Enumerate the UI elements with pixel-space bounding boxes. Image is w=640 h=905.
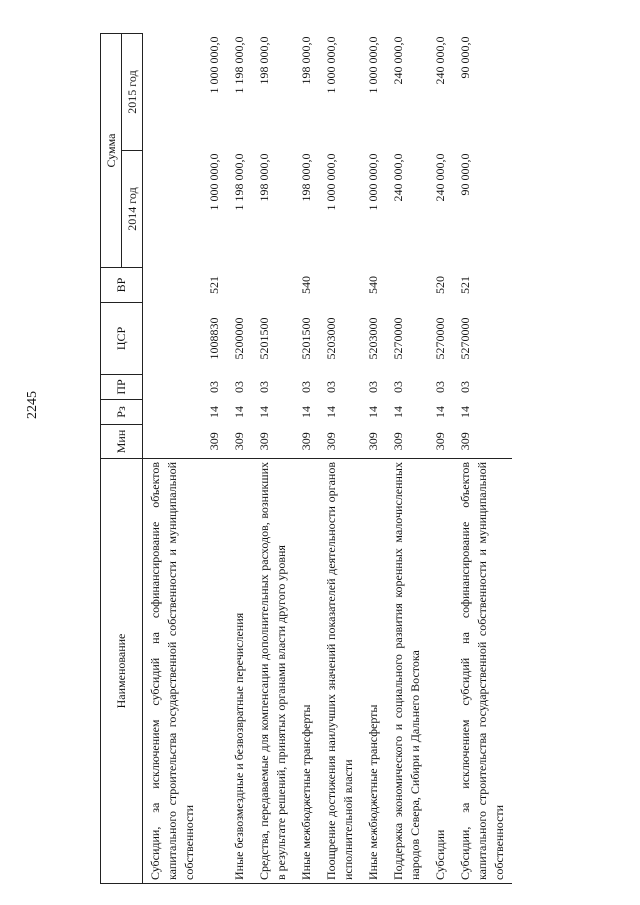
table-row bbox=[294, 33, 319, 883]
row-vr bbox=[319, 268, 361, 303]
row-name: Иные безвозмездные и безвозвратные перечисления bbox=[227, 459, 252, 884]
row-pr: 03 bbox=[391, 381, 405, 393]
row-name: Иные межбюджетные трансферты bbox=[361, 459, 386, 884]
row-rz: 14 bbox=[257, 406, 271, 418]
row-amount-2015: 240 000,0 bbox=[391, 36, 405, 85]
row-amount-2015: 1 000 000,0 bbox=[207, 36, 221, 94]
row-name: Субсидии, за исключением субсидий на софинансирование объектов капитального строительства государственной собственности и муниципальной собственности bbox=[143, 459, 203, 884]
row-amount-2015 bbox=[143, 33, 203, 150]
table-row bbox=[428, 33, 453, 883]
row-min: 309 bbox=[433, 432, 447, 451]
row-amount-2014: 240 000,0 bbox=[391, 153, 405, 202]
table-row bbox=[202, 33, 227, 883]
row-csr: 5270000 bbox=[391, 317, 405, 360]
row-amount-2014: 198 000,0 bbox=[299, 153, 313, 202]
row-name: Субсидии, за исключением субсидий на софинансирование объектов капитального строительства государственной собственности и муниципальной собственности bbox=[453, 459, 512, 884]
row-pr: 03 bbox=[299, 381, 313, 393]
header-sum: Сумма bbox=[101, 33, 122, 267]
row-vr: 540 bbox=[366, 276, 380, 294]
row-pr: 03 bbox=[324, 381, 338, 393]
header-rz: Рз bbox=[101, 400, 143, 425]
table-row bbox=[386, 33, 428, 883]
row-amount-2015: 240 000,0 bbox=[433, 36, 447, 85]
row-min: 309 bbox=[232, 432, 246, 451]
row-min: 309 bbox=[366, 432, 380, 451]
row-name: Поощрение достижения наилучших значений показателей деятельности органов исполнительной власти bbox=[319, 459, 361, 884]
header-vr: ВР bbox=[101, 268, 143, 303]
row-name: Средства, передаваемые для компенсации дополнительных расходов, возникших в результате решений, принятых органами власти другого уровня bbox=[252, 459, 294, 884]
header-name: Наименование bbox=[101, 459, 143, 884]
row-name: Субсидии bbox=[428, 459, 453, 884]
table-row bbox=[252, 33, 294, 883]
header-csr: ЦСР bbox=[101, 303, 143, 375]
row-min: 309 bbox=[299, 432, 313, 451]
row-amount-2014: 1 000 000,0 bbox=[324, 153, 338, 211]
row-csr bbox=[143, 303, 203, 375]
table-header bbox=[101, 33, 143, 883]
header-pr: ПР bbox=[101, 375, 143, 400]
row-amount-2015: 198 000,0 bbox=[257, 36, 271, 85]
row-pr: 03 bbox=[433, 381, 447, 393]
budget-table-page bbox=[100, 34, 580, 884]
row-min: 309 bbox=[257, 432, 271, 451]
table-row bbox=[227, 33, 252, 883]
row-amount-2014: 1 000 000,0 bbox=[207, 153, 221, 211]
row-rz bbox=[143, 400, 203, 425]
row-amount-2014: 90 000,0 bbox=[458, 153, 472, 196]
row-rz: 14 bbox=[391, 406, 405, 418]
row-amount-2015: 198 000,0 bbox=[299, 36, 313, 85]
row-vr bbox=[143, 268, 203, 303]
row-rz: 14 bbox=[366, 406, 380, 418]
row-rz: 14 bbox=[299, 406, 313, 418]
row-vr: 520 bbox=[433, 276, 447, 294]
row-amount-2014: 1 000 000,0 bbox=[366, 153, 380, 211]
row-pr bbox=[143, 375, 203, 400]
table-body bbox=[143, 33, 513, 883]
row-min: 309 bbox=[458, 432, 472, 451]
row-amount-2014: 198 000,0 bbox=[257, 153, 271, 202]
row-rz: 14 bbox=[433, 406, 447, 418]
row-csr: 1008830 bbox=[207, 317, 221, 360]
row-pr: 03 bbox=[232, 381, 246, 393]
row-csr: 5203000 bbox=[366, 317, 380, 360]
row-vr: 540 bbox=[299, 276, 313, 294]
row-rz: 14 bbox=[207, 406, 221, 418]
row-csr: 5200000 bbox=[232, 317, 246, 360]
row-amount-2014: 240 000,0 bbox=[433, 153, 447, 202]
row-name bbox=[202, 459, 227, 884]
header-year-2014: 2014 год bbox=[122, 151, 143, 268]
row-amount-2015: 1 198 000,0 bbox=[232, 36, 246, 94]
header-year-2015: 2015 год bbox=[122, 33, 143, 150]
page-number: 2245 bbox=[25, 391, 40, 419]
row-csr: 5270000 bbox=[433, 317, 447, 360]
table-row bbox=[319, 33, 361, 883]
row-vr bbox=[386, 268, 428, 303]
row-vr: 521 bbox=[207, 276, 221, 294]
row-min: 309 bbox=[207, 432, 221, 451]
budget-table bbox=[100, 33, 512, 884]
row-pr: 03 bbox=[458, 381, 472, 393]
row-rz: 14 bbox=[324, 406, 338, 418]
row-amount-2015: 1 000 000,0 bbox=[366, 36, 380, 94]
row-name: Иные межбюджетные трансферты bbox=[294, 459, 319, 884]
row-amount-2014 bbox=[143, 151, 203, 268]
table-row bbox=[361, 33, 386, 883]
row-pr: 03 bbox=[207, 381, 221, 393]
row-amount-2015: 1 000 000,0 bbox=[324, 36, 338, 94]
row-min: 309 bbox=[324, 432, 338, 451]
row-amount-2015: 90 000,0 bbox=[458, 36, 472, 79]
row-rz: 14 bbox=[458, 406, 472, 418]
row-amount-2014: 1 198 000,0 bbox=[232, 153, 246, 211]
row-vr: 521 bbox=[458, 276, 472, 294]
row-name: Поддержка экономического и социального развития коренных малочисленных народов Севера, Сибири и Дальнего Востока bbox=[386, 459, 428, 884]
row-rz: 14 bbox=[232, 406, 246, 418]
row-min bbox=[143, 425, 203, 459]
row-vr bbox=[252, 268, 294, 303]
row-csr: 5201500 bbox=[257, 317, 271, 360]
row-csr: 5270000 bbox=[458, 317, 472, 360]
table-row bbox=[453, 33, 512, 883]
table-row bbox=[143, 33, 203, 883]
header-min: Мин bbox=[101, 425, 143, 459]
row-vr bbox=[227, 268, 252, 303]
row-pr: 03 bbox=[366, 381, 380, 393]
row-csr: 5203000 bbox=[324, 317, 338, 360]
row-min: 309 bbox=[391, 432, 405, 451]
row-csr: 5201500 bbox=[299, 317, 313, 360]
row-pr: 03 bbox=[257, 381, 271, 393]
